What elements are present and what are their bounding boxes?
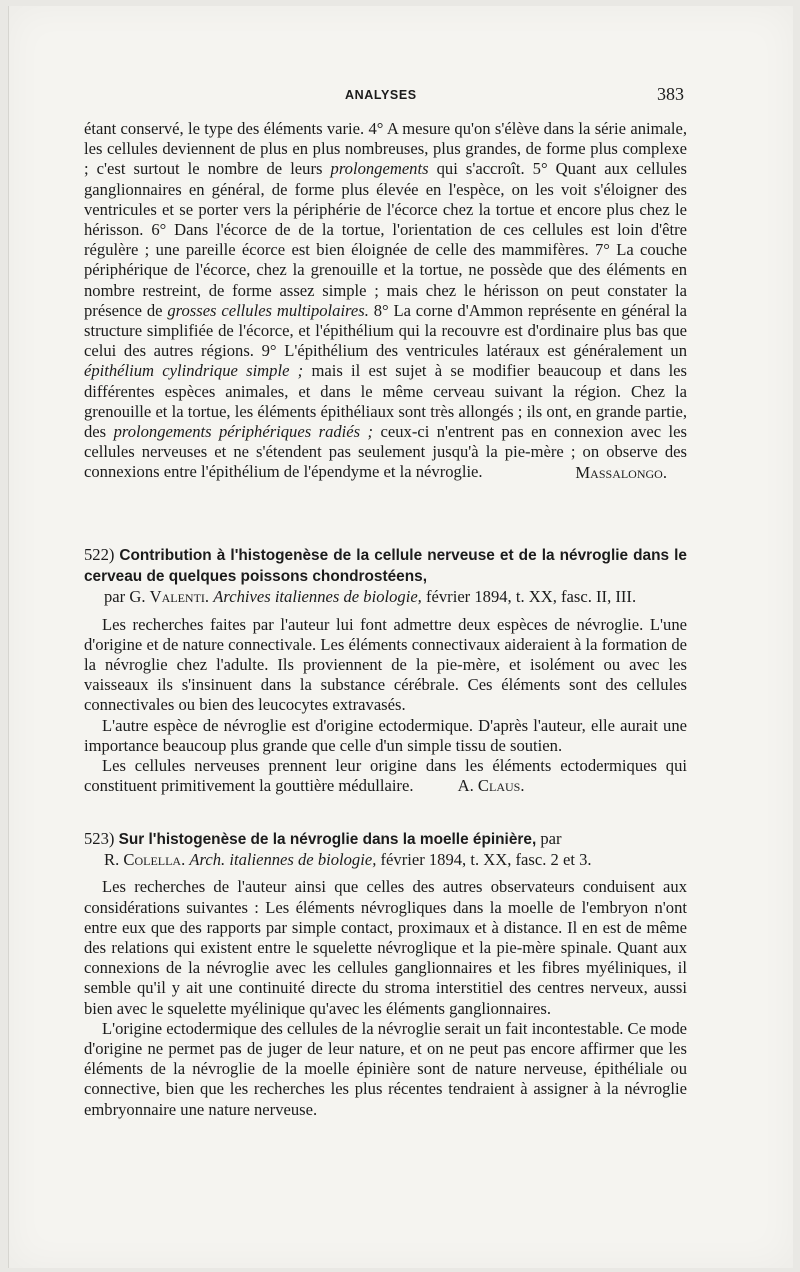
entry-paragraph: Les recherches de l'auteur ainsi que celles des autres observateurs conduisent aux considérations suivantes : Les éléments névrogliques dans la moelle de l'embryon n'ont entre eux que des rapports par simple contact, proximaux et à distance. Il en est de même des relations qui existent entre le squelette névroglique et la pie-mère spinale. Quant aux connexions de la névroglie avec les cellules ganglionnaires et les fibres myéliniques, il semble qu'il y ait une continuité directe du stroma interstitiel des centres nerveux, aussi bien avec le squelette myélinique qu'avec les éléments ganglionnaires. xyxy=(84,877,687,1018)
text-run: étant conservé, le type des éléments varie. 4° A mesure qu'on s'élève dans la série animale, les cellules deviennent de plus en plus nombreuses, plus grandes, de forme plus complexe ; c'est surtout le nombre de leurs xyxy=(84,119,687,179)
byline: R. xyxy=(104,850,124,870)
running-title: ANALYSES xyxy=(345,88,417,102)
entry-522 xyxy=(84,545,687,796)
journal-title: Archives italiennes de biologie, xyxy=(213,587,422,607)
entry-paragraph: Les recherches faites par l'auteur lui font admettre deux espèces de névroglie. L'une d'origine et de nature connectivale. Les éléments connectivaux aideraient à la formation de la névroglie chez l'adulte. Ils proviennent de la pie-mère, et isolément ou avec les vaisseaux ils s'insinuent dans la substance cérébrale. Ces éléments sont des cellules connectivales ou bien des leucocytes extravasés. xyxy=(84,614,687,715)
paragraph-text: Les cellules nerveuses prennent leur origine dans les éléments ectodermiques qui constituent primitivement la gouttière médullaire. xyxy=(84,756,687,796)
signature-claus: A. Claus. xyxy=(457,776,525,796)
journal-title: Arch. italiennes de biologie, xyxy=(189,850,377,870)
text-run-italic: prolongements xyxy=(330,159,429,179)
entry-number: 523) xyxy=(84,829,115,848)
entry-523 xyxy=(84,829,687,1120)
text-run-italic: prolongements périphériques radiés ; xyxy=(113,422,374,442)
entry-heading xyxy=(84,545,687,587)
entry-title: Sur l'histogenèse de la névroglie dans la moelle épinière, xyxy=(118,831,537,848)
text-run: ceux-ci n'entrent pas en connexion avec les cellules nerveuses et ne s'étendent pas seulement jusqu'à la pie-mère ; on observe des connexions entre l'épithélium de l'épendyme et la névroglie. xyxy=(84,422,687,482)
entry-citation xyxy=(84,850,687,870)
continued-paragraph xyxy=(84,119,687,483)
text-run: mais il est sujet à se modifier beaucoup et dans les différentes espèces animales, et dans le même cerveau suivant la région. Chez la grenouille et la tortue, les éléments épithéliaux sont très allongés ; ils ont, en grande partie, des xyxy=(84,361,687,442)
entry-paragraph: L'origine ectodermique des cellules de la névroglie serait un fait incontestable. Ce mode d'origine ne permet pas de juger de leur nature, et on ne peut pas encore affirmer que les éléments de la névroglie de la moelle épinière sont de nature nerveuse, épithéliale ou connective, bien que les recherches les plus récentes tendraient à assigner à la névroglie embryonnaire une nature nerveuse. xyxy=(84,1018,687,1119)
page-number: 383 xyxy=(657,84,684,104)
byline: par G. xyxy=(104,587,150,607)
entry-title: Contribution à l'histogenèse de la cellule nerveuse et de la névroglie dans le cerveau de quelques poissons chondrostéens, xyxy=(84,547,687,586)
author-name: Valenti. xyxy=(149,587,210,607)
signature-massalongo: Massalongo. xyxy=(575,462,667,482)
entry-number: 522) xyxy=(84,545,115,564)
entry-paragraph: L'autre espèce de névroglie est d'origine ectodermique. D'après l'auteur, elle aurait une importance beaucoup plus grande que celle d'un simple tissu de soutien. xyxy=(84,715,687,755)
title-suffix: par xyxy=(536,829,562,848)
journal-ref: février 1894, t. XX, fasc. II, III. xyxy=(421,587,637,607)
running-header xyxy=(0,84,800,112)
entry-citation xyxy=(84,587,687,607)
author-name: Colella. xyxy=(123,850,186,870)
journal-ref: février 1894, t. XX, fasc. 2 et 3. xyxy=(376,850,592,870)
text-run: qui s'accroît. 5° Quant aux cellules ganglionnaires en général, de forme plus élevée en l'espèce, on les voit s'éloigner des ventricules et se porter vers la périphérie de l'écorce chez la tortue et encore plus chez le hérisson. 6° Dans l'écorce de de la tortue, l'orientation de ces cellules est loin d'être régulère ; une pareille écorce est bien éloignée de celle des mammifères. 7° La couche périphérique de l'écorce, chez la grenouille et la tortue, ne possède que des éléments en nombre restreint, de forme assez simple ; mais chez le hérisson on peut constater la présence de xyxy=(84,159,687,320)
text-run: 8° La corne d'Ammon représente en général la structure simplifiée de l'écorce, et l'épithélium qui la recouvre est d'ordinaire plus bas que celui des autres régions. 9° L'épithélium des ventricules latéraux est généralement un xyxy=(84,300,688,361)
continued-analysis xyxy=(84,119,687,483)
text-run-italic: grosses cellules multipolaires. xyxy=(167,300,369,320)
text-run-italic: épithélium cylindrique simple ; xyxy=(84,361,304,381)
entry-paragraph xyxy=(84,756,687,796)
entry-heading xyxy=(84,829,687,850)
